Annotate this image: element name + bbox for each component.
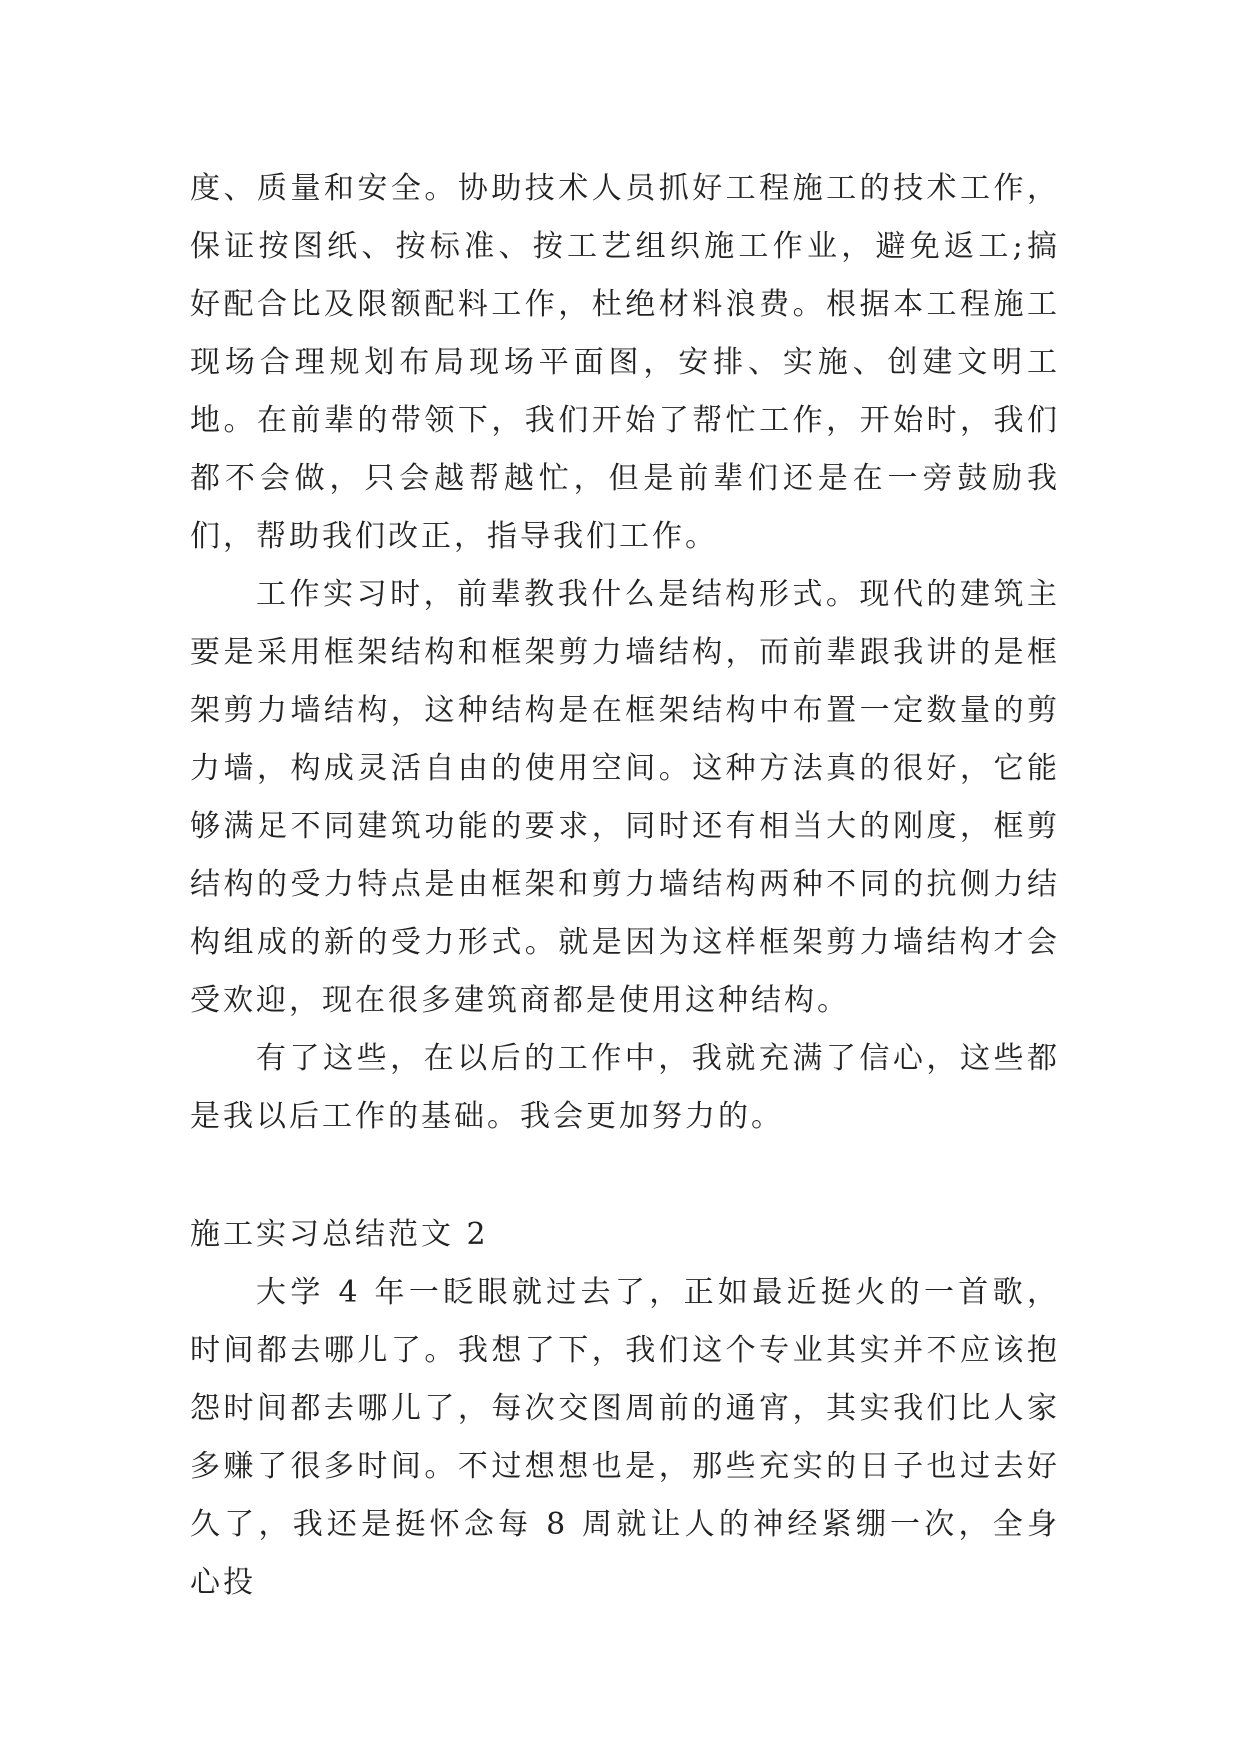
document-body (190, 160, 1060, 1612)
paragraph-continuation: 度、质量和安全。协助技术人员抓好工程施工的技术工作，保证按图纸、按标准、按工艺组织施工作业，避免返工;搞好配合比及限额配料工作，杜绝材料浪费。根据本工程施工现场合理规划布局现场平面图，安排、实施、创建文明工地。在前辈的带领下，我们开始了帮忙工作，开始时，我们都不会做，只会越帮越忙，但是前辈们还是在一旁鼓励我们，帮助我们改正，指导我们工作。 (190, 171, 1060, 554)
section-title: 施工实习总结范文 2 (190, 1217, 489, 1252)
paragraph-university-years: 大学 4 年一眨眼就过去了，正如最近挺火的一首歌，时间都去哪儿了。我想了下，我们这个专业其实并不应该抱怨时间都去哪儿了，每次交图周前的通宵，其实我们比人家多赚了很多时间。不过想想也是，那些充实的日子也过去好久了，我还是挺怀念每 8 周就让人的神经紧绷一次，全身心投 (190, 1275, 1060, 1600)
paragraph-confidence: 有了这些，在以后的工作中，我就充满了信心，这些都是我以后工作的基础。我会更加努力的。 (190, 1041, 1060, 1134)
paragraph-structure-form: 工作实习时，前辈教我什么是结构形式。现代的建筑主要是采用框架结构和框架剪力墙结构，而前辈跟我讲的是框架剪力墙结构，这种结构是在框架结构中布置一定数量的剪力墙，构成灵活自由的使用空间。这种方法真的很好，它能够满足不同建筑功能的要求，同时还有相当大的刚度，框剪结构的受力特点是由框架和剪力墙结构两种不同的抗侧力结构组成的新的受力形式。就是因为这样框架剪力墙结构才会受欢迎，现在很多建筑商都是使用这种结构。 (190, 577, 1060, 1018)
